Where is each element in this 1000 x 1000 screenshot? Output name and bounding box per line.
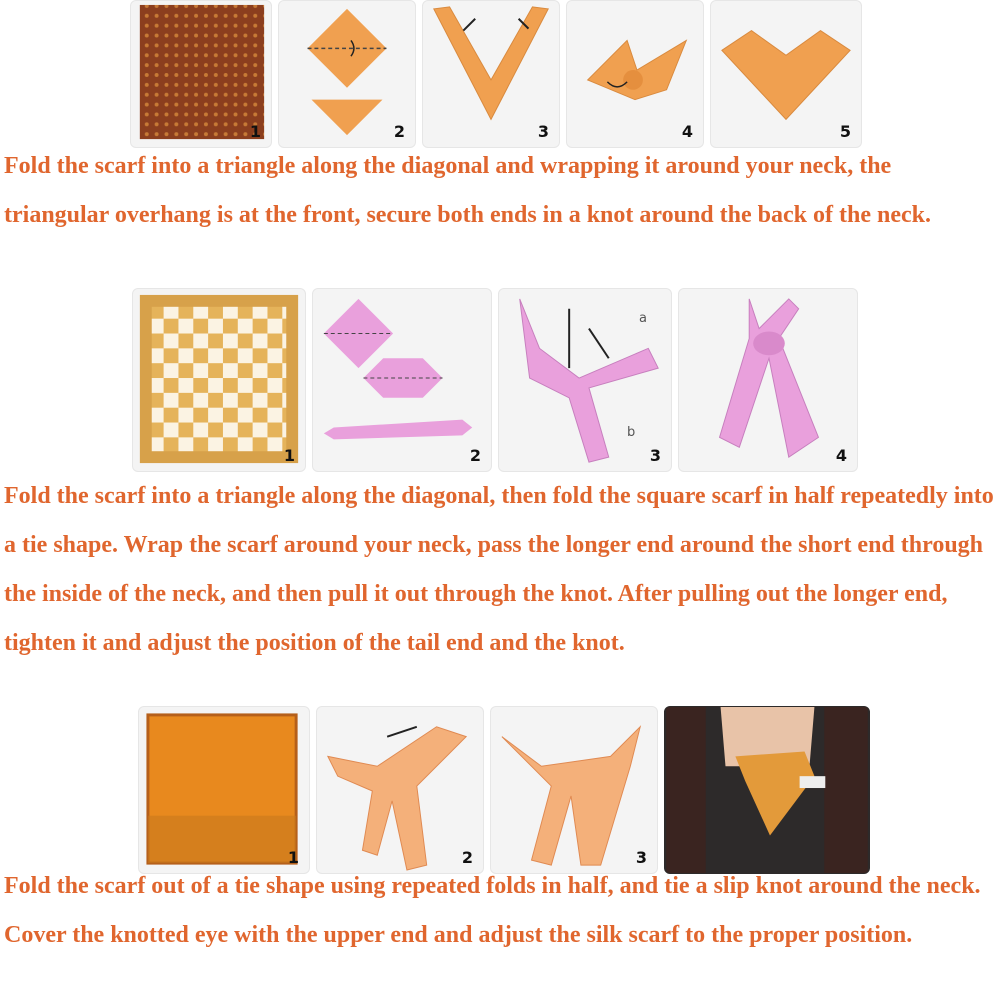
step-number: 1 <box>283 446 295 465</box>
step-number: 2 <box>461 848 473 867</box>
step4-finished-tie <box>678 288 858 472</box>
fold-diagram <box>313 289 491 471</box>
section2-illustrations <box>132 288 858 472</box>
step-number: 3 <box>537 122 549 141</box>
step4-tie-knot <box>566 0 704 148</box>
section3-illustrations <box>138 706 870 874</box>
step1-scarf-pattern <box>130 0 272 148</box>
finished-tie-diagram <box>679 289 857 471</box>
step2-slip-knot <box>316 706 484 874</box>
step-number: 2 <box>469 446 481 465</box>
patterned-scarf-image <box>133 289 305 471</box>
step2-fold-triangle <box>278 0 416 148</box>
step-number: 1 <box>287 848 299 867</box>
step-number: 3 <box>649 446 661 465</box>
step-number: 5 <box>839 122 851 141</box>
step3-adjust <box>490 706 658 874</box>
step2-fold-tie <box>312 288 492 472</box>
solid-scarf-image <box>139 707 309 873</box>
finished-diagram <box>711 1 861 147</box>
adjust-diagram <box>491 707 657 873</box>
step-number: 4 <box>835 446 847 465</box>
slip-knot-diagram <box>317 707 483 873</box>
step5-finished <box>710 0 862 148</box>
woman-wearing-scarf-photo <box>665 707 869 873</box>
step1-scarf-pattern <box>132 288 306 472</box>
step3-pass-end <box>498 288 672 472</box>
step4-photo <box>664 706 870 874</box>
step-number: 3 <box>635 848 647 867</box>
step3-wrap-neck <box>422 0 560 148</box>
section1-illustrations <box>130 0 862 148</box>
step-number: 1 <box>249 122 261 141</box>
section2-instructions: Fold the scarf into a triangle along the diagonal, then fold the square scarf in half repeatedly into a tie shape. Wrap the scarf around your neck, pass the longer end around the short end through the inside of the neck, and then pull it out through the knot. After pulling out the longer end, tighten it and adjust the position of the tail end and the knot. <box>4 483 994 656</box>
section3-instructions: Fold the scarf out of a tie shape using repeated folds in half, and tie a slip knot around the neck. Cover the knotted eye with the upper end and adjust the silk scarf to the proper position. <box>4 873 981 948</box>
step1-solid-scarf <box>138 706 310 874</box>
label-a: a <box>639 311 647 326</box>
step-number: 2 <box>393 122 405 141</box>
label-b: b <box>627 425 636 440</box>
step-number: 4 <box>681 122 693 141</box>
section1-instructions: Fold the scarf into a triangle along the diagonal and wrapping it around your neck, the triangular overhang is at the front, secure both ends in a knot around the back of the neck. <box>4 153 931 228</box>
